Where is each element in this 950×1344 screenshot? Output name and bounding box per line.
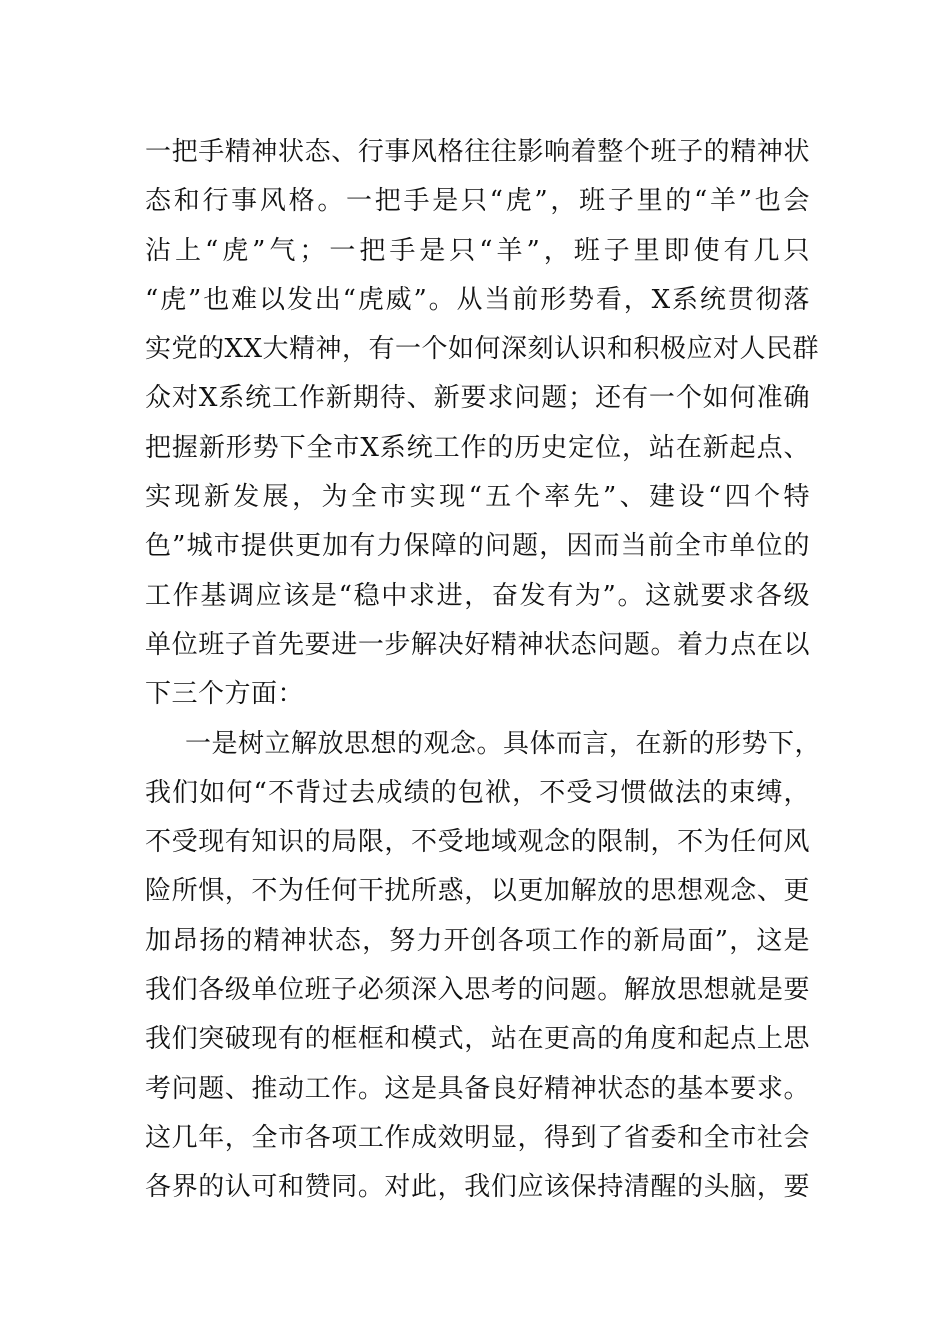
text-line: 下三个方面： bbox=[145, 679, 305, 710]
text-line: 我们如何“不背过去成绩的包袱，不受习惯做法的束缚， bbox=[145, 777, 810, 808]
text-line: 态和行事风格。一把手是只“虎”，班子里的“羊”也会 bbox=[145, 186, 810, 217]
text-line: 加昂扬的精神状态，努力开创各项工作的新局面”，这是 bbox=[145, 925, 810, 956]
text-line: 沾上“虎”气；一把手是只“羊”，班子里即使有几只 bbox=[145, 235, 810, 266]
text-line: 把握新形势下全市X系统工作的历史定位，站在新起点、 bbox=[145, 432, 810, 463]
text-line: 这几年，全市各项工作成效明显，得到了省委和全市社会 bbox=[145, 1122, 810, 1153]
text-line: 一把手精神状态、行事风格往往影响着整个班子的精神状 bbox=[145, 137, 810, 167]
text-line: “虎”也难以发出“虎威”。从当前形势看，X系统贯彻落 bbox=[145, 284, 810, 315]
text-line: 不受现有知识的局限，不受地域观念的限制，不为任何风 bbox=[145, 827, 810, 858]
text-line: 我们各级单位班子必须深入思考的问题。解放思想就是要 bbox=[145, 975, 810, 1006]
document-body bbox=[145, 128, 822, 1213]
text-line: 各界的认可和赞同。对此，我们应该保持清醒的头脑，要 bbox=[145, 1172, 810, 1203]
text-line: 我们突破现有的框框和模式，站在更高的角度和起点上思 bbox=[145, 1024, 810, 1055]
text-line: 工作基调应该是“稳中求进，奋发有为”。这就要求各级 bbox=[145, 580, 810, 611]
text-line: 众对X系统工作新期待、新要求问题；还有一个如何准确 bbox=[145, 383, 810, 414]
text-line: 色”城市提供更加有力保障的问题，因而当前全市单位的 bbox=[145, 531, 810, 562]
text-line: 实现新发展，为全市实现“五个率先”、建设“四个特 bbox=[145, 482, 810, 513]
text-line: 单位班子首先要进一步解决好精神状态问题。着力点在以 bbox=[145, 629, 810, 660]
text-line: 实党的XX大精神，有一个如何深刻认识和积极应对人民群 bbox=[145, 334, 820, 365]
text-line: 一是树立解放思想的观念。具体而言，在新的形势下， bbox=[185, 728, 822, 759]
text-line: 考问题、推动工作。这是具备良好精神状态的基本要求。 bbox=[145, 1073, 810, 1104]
text-line: 险所惧，不为任何干扰所惑，以更加解放的思想观念、更 bbox=[145, 876, 810, 907]
